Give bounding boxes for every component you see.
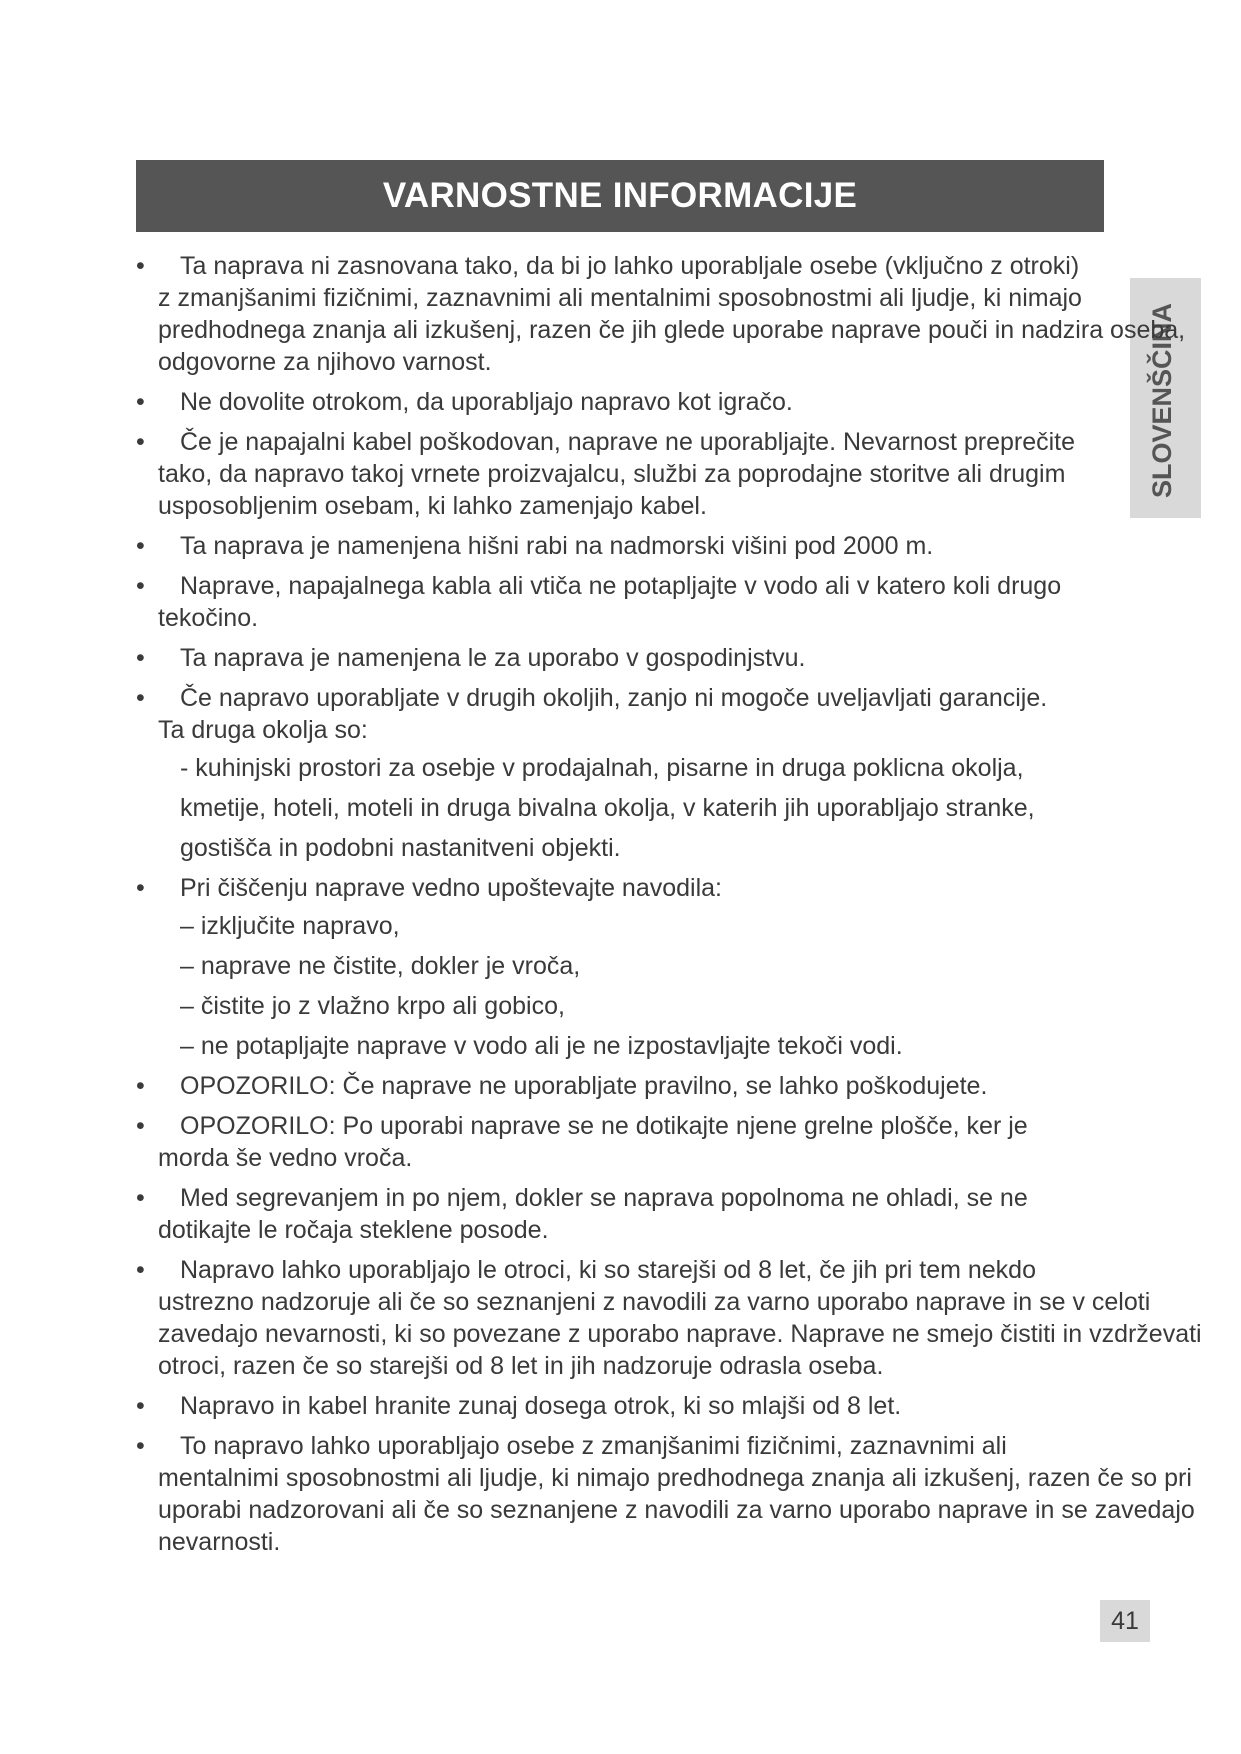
- sub-item: gostišča in podobni nastanitveni objekti.: [180, 834, 621, 862]
- bullet-icon: •: [136, 1184, 145, 1212]
- list-item: [136, 872, 1206, 1062]
- bullet-icon: •: [136, 1256, 145, 1284]
- section-title-bar: [136, 160, 1104, 232]
- item-first-line: OPOZORILO: Če naprave ne uporabljate pravilno, se lahko poškodujete.: [180, 1072, 988, 1100]
- item-first-line: Če je napajalni kabel poškodovan, naprave ne uporabljajte. Nevarnost preprečite: [180, 428, 1076, 456]
- safety-list: [136, 250, 1206, 1590]
- item-text: morda še vedno vroča.: [158, 1144, 413, 1172]
- list-item: [136, 642, 1206, 674]
- bullet-icon: •: [136, 428, 145, 456]
- sub-item: – izključite napravo,: [180, 912, 400, 940]
- item-text: tako, da napravo takoj vrnete proizvajalcu, službi za poprodajne storitve ali drugim usposobljenim osebam, ki lahko zamenjajo kabel.: [158, 460, 1066, 520]
- item-first-line: Če napravo uporabljate v drugih okoljih, zanjo ni mogoče uveljavljati garancije.: [180, 684, 1048, 712]
- sub-list: [158, 910, 1206, 1062]
- language-tab-label: SLOVENŠČINA: [1147, 302, 1177, 498]
- list-item: [136, 1070, 1206, 1102]
- list-item: [136, 426, 1206, 522]
- item-text: dotikajte le ročaja steklene posode.: [158, 1216, 549, 1244]
- list-item: [136, 1254, 1206, 1382]
- item-text: z zmanjšanimi fizičnimi, zaznavnimi ali mentalnimi sposobnostmi ali ljudje, ki nimajo predhodnega znanja ali izkušenj, razen če jih glede uporabe naprave pouči in nadzira oseba, odgovorne za njihovo varnost.: [158, 284, 1186, 376]
- list-item: [136, 682, 1206, 864]
- item-text: ustrezno nadzoruje ali če so seznanjeni z navodili za varno uporabo naprave in se v celoti zavedajo nevarnosti, ki so povezane z uporabo naprave. Naprave ne smejo čistiti in vzdrževati otroci, razen če so starejši od 8 let in jih nadzoruje odrasla oseba.: [158, 1288, 1202, 1380]
- bullet-icon: •: [136, 572, 145, 600]
- page-number: 41: [1100, 1600, 1150, 1642]
- bullet-icon: •: [136, 1112, 145, 1140]
- item-first-line: Ta naprava je namenjena hišni rabi na nadmorski višini pod 2000 m.: [180, 532, 934, 560]
- item-first-line: Ta naprava ni zasnovana tako, da bi jo lahko uporabljale osebe (vključno z otroki): [180, 252, 1080, 280]
- sub-list: [158, 752, 1206, 864]
- item-text: Ta druga okolja so:: [158, 716, 368, 744]
- item-first-line: Napravo lahko uporabljajo le otroci, ki so starejši od 8 let, če jih pri tem nekdo: [180, 1256, 1036, 1284]
- list-item: [136, 250, 1206, 378]
- list-item: [136, 570, 1206, 634]
- list-item: [136, 1390, 1206, 1422]
- item-first-line: OPOZORILO: Po uporabi naprave se ne dotikajte njene grelne plošče, ker je: [180, 1112, 1028, 1140]
- bullet-icon: •: [136, 388, 145, 416]
- item-first-line: Napravo in kabel hranite zunaj dosega otrok, ki so mlajši od 8 let.: [180, 1392, 902, 1420]
- sub-item: - kuhinjski prostori za osebje v prodajalnah, pisarne in druga poklicna okolja,: [180, 754, 1024, 782]
- sub-item: – čistite jo z vlažno krpo ali gobico,: [180, 992, 565, 1020]
- bullet-icon: •: [136, 532, 145, 560]
- bullet-icon: •: [136, 1432, 145, 1460]
- item-first-line: To napravo lahko uporabljajo osebe z zmanjšanimi fizičnimi, zaznavnimi ali: [180, 1432, 1007, 1460]
- list-item: [136, 386, 1206, 418]
- list-item: [136, 530, 1206, 562]
- bullet-icon: •: [136, 1072, 145, 1100]
- list-item: [136, 1430, 1206, 1558]
- item-text: mentalnimi sposobnostmi ali ljudje, ki nimajo predhodnega znanja ali izkušenj, razen če so pri uporabi nadzorovani ali če so seznanjene z navodili za varno uporabo naprave in se zavedajo nevarnosti.: [158, 1464, 1195, 1556]
- bullet-icon: •: [136, 1392, 145, 1420]
- item-first-line: Naprave, napajalnega kabla ali vtiča ne potapljajte v vodo ali v katero koli drugo: [180, 572, 1062, 600]
- bullet-icon: •: [136, 684, 145, 712]
- bullet-icon: •: [136, 252, 145, 280]
- item-text: tekočino.: [158, 604, 259, 632]
- sub-item: kmetije, hoteli, moteli in druga bivalna okolja, v katerih jih uporabljajo stranke,: [180, 794, 1035, 822]
- list-item: [136, 1110, 1206, 1174]
- item-first-line: Med segrevanjem in po njem, dokler se naprava popolnoma ne ohladi, se ne: [180, 1184, 1028, 1212]
- bullet-icon: •: [136, 874, 145, 902]
- sub-item: – naprave ne čistite, dokler je vroča,: [180, 952, 581, 980]
- list-item: [136, 1182, 1206, 1246]
- item-first-line: Ta naprava je namenjena le za uporabo v gospodinjstvu.: [180, 644, 806, 672]
- item-first-line: Pri čiščenju naprave vedno upoštevajte navodila:: [180, 874, 723, 902]
- sub-item: – ne potapljajte naprave v vodo ali je ne izpostavljajte tekoči vodi.: [180, 1032, 903, 1060]
- bullet-icon: •: [136, 644, 145, 672]
- page-title: VARNOSTNE INFORMACIJE: [382, 176, 858, 215]
- item-first-line: Ne dovolite otrokom, da uporabljajo napravo kot igračo.: [180, 388, 793, 416]
